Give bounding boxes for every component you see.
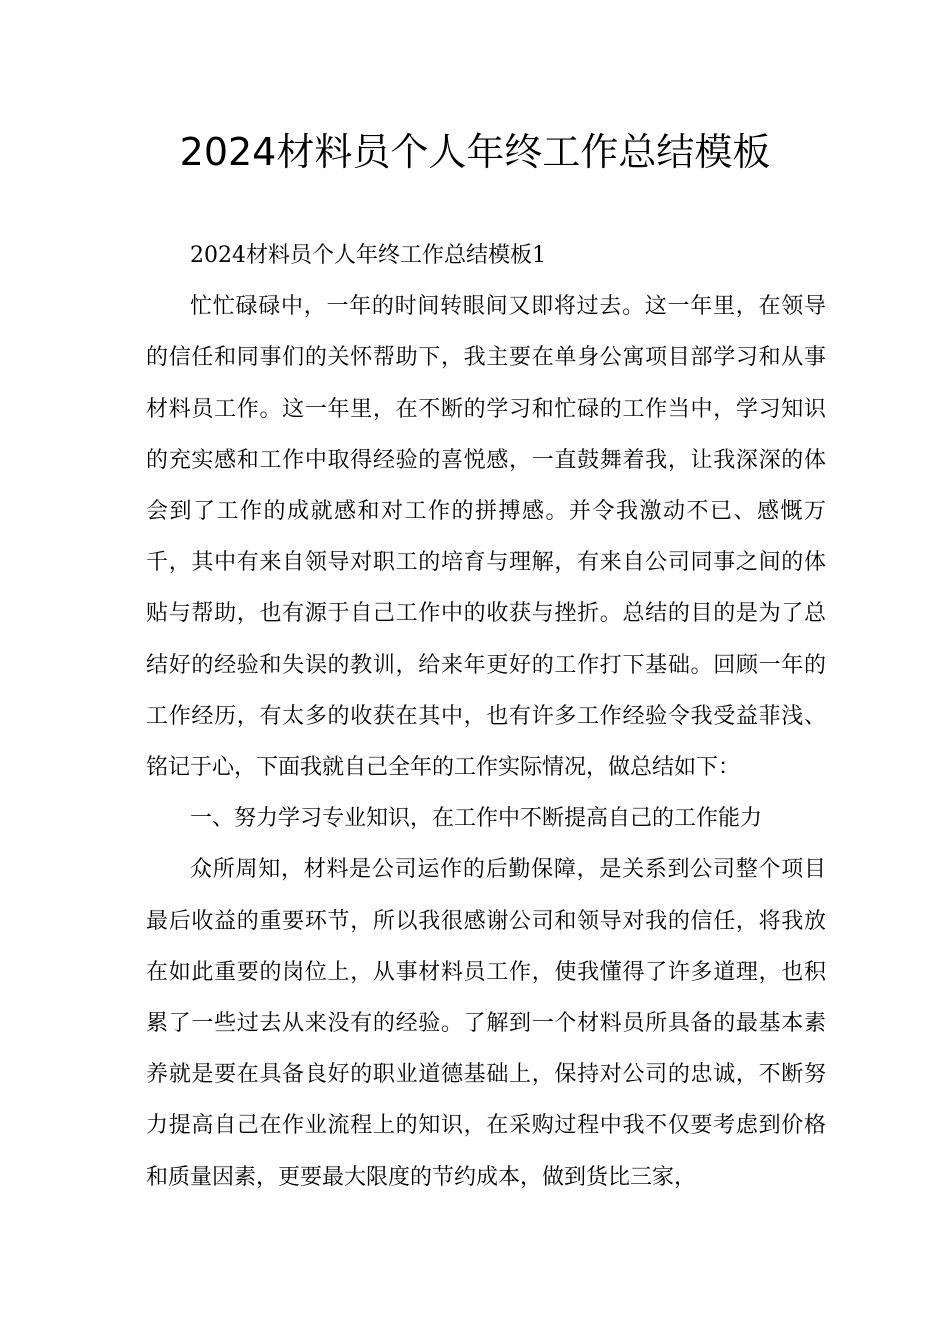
section-heading-study: 一、努力学习专业知识，在工作中不断提高自己的工作能力 bbox=[190, 806, 763, 832]
study-paragraph: 众所周知，材料是公司运作的后勤保障，是关系到公司整个项目最后收益的重要环节，所以我很感谢公司和领导对我的信任，将我放在如此重要的岗位上，从事材料员工作，使我懂得了许多道理，也积累了一些过去从来没有的经验。了解到一个材料员所具备的最基本素养就是要在具备良好的职业道德基础上，保持对公司的忠诚，不断努力提高自己在作业流程上的知识，在采购过程中我不仅要考虑到价格和质量因素，更要最大限度的节约成本，做到货比三家， bbox=[146, 857, 826, 1190]
intro-paragraph: 忙忙碌碌中，一年的时间转眼间又即将过去。这一年里，在领导的信任和同事们的关怀帮助下，我主要在单身公寓项目部学习和从事材料员工作。这一年里，在不断的学习和忙碌的工作当中，学习知识的充实感和工作中取得经验的喜悦感，一直鼓舞着我，让我深深的体会到了工作的成就感和对工作的拼搏感。并令我激动不已、感慨万千，其中有来自领导对职工的培育与理解，有来自公司同事之间的体贴与帮助，也有源于自己工作中的收获与挫折。总结的目的是为了总结好的经验和失误的教训，给来年更好的工作打下基础。回顾一年的工作经历，有太多的收获在其中，也有许多工作经验令我受益菲浅、铭记于心，下面我就自己全年的工作实际情况，做总结如下： bbox=[146, 294, 826, 781]
section-heading-1: 2024材料员个人年终工作总结模板1 bbox=[190, 243, 546, 268]
document-title: 2024材料员个人年终工作总结模板 bbox=[179, 130, 771, 174]
document-body bbox=[146, 230, 826, 1203]
